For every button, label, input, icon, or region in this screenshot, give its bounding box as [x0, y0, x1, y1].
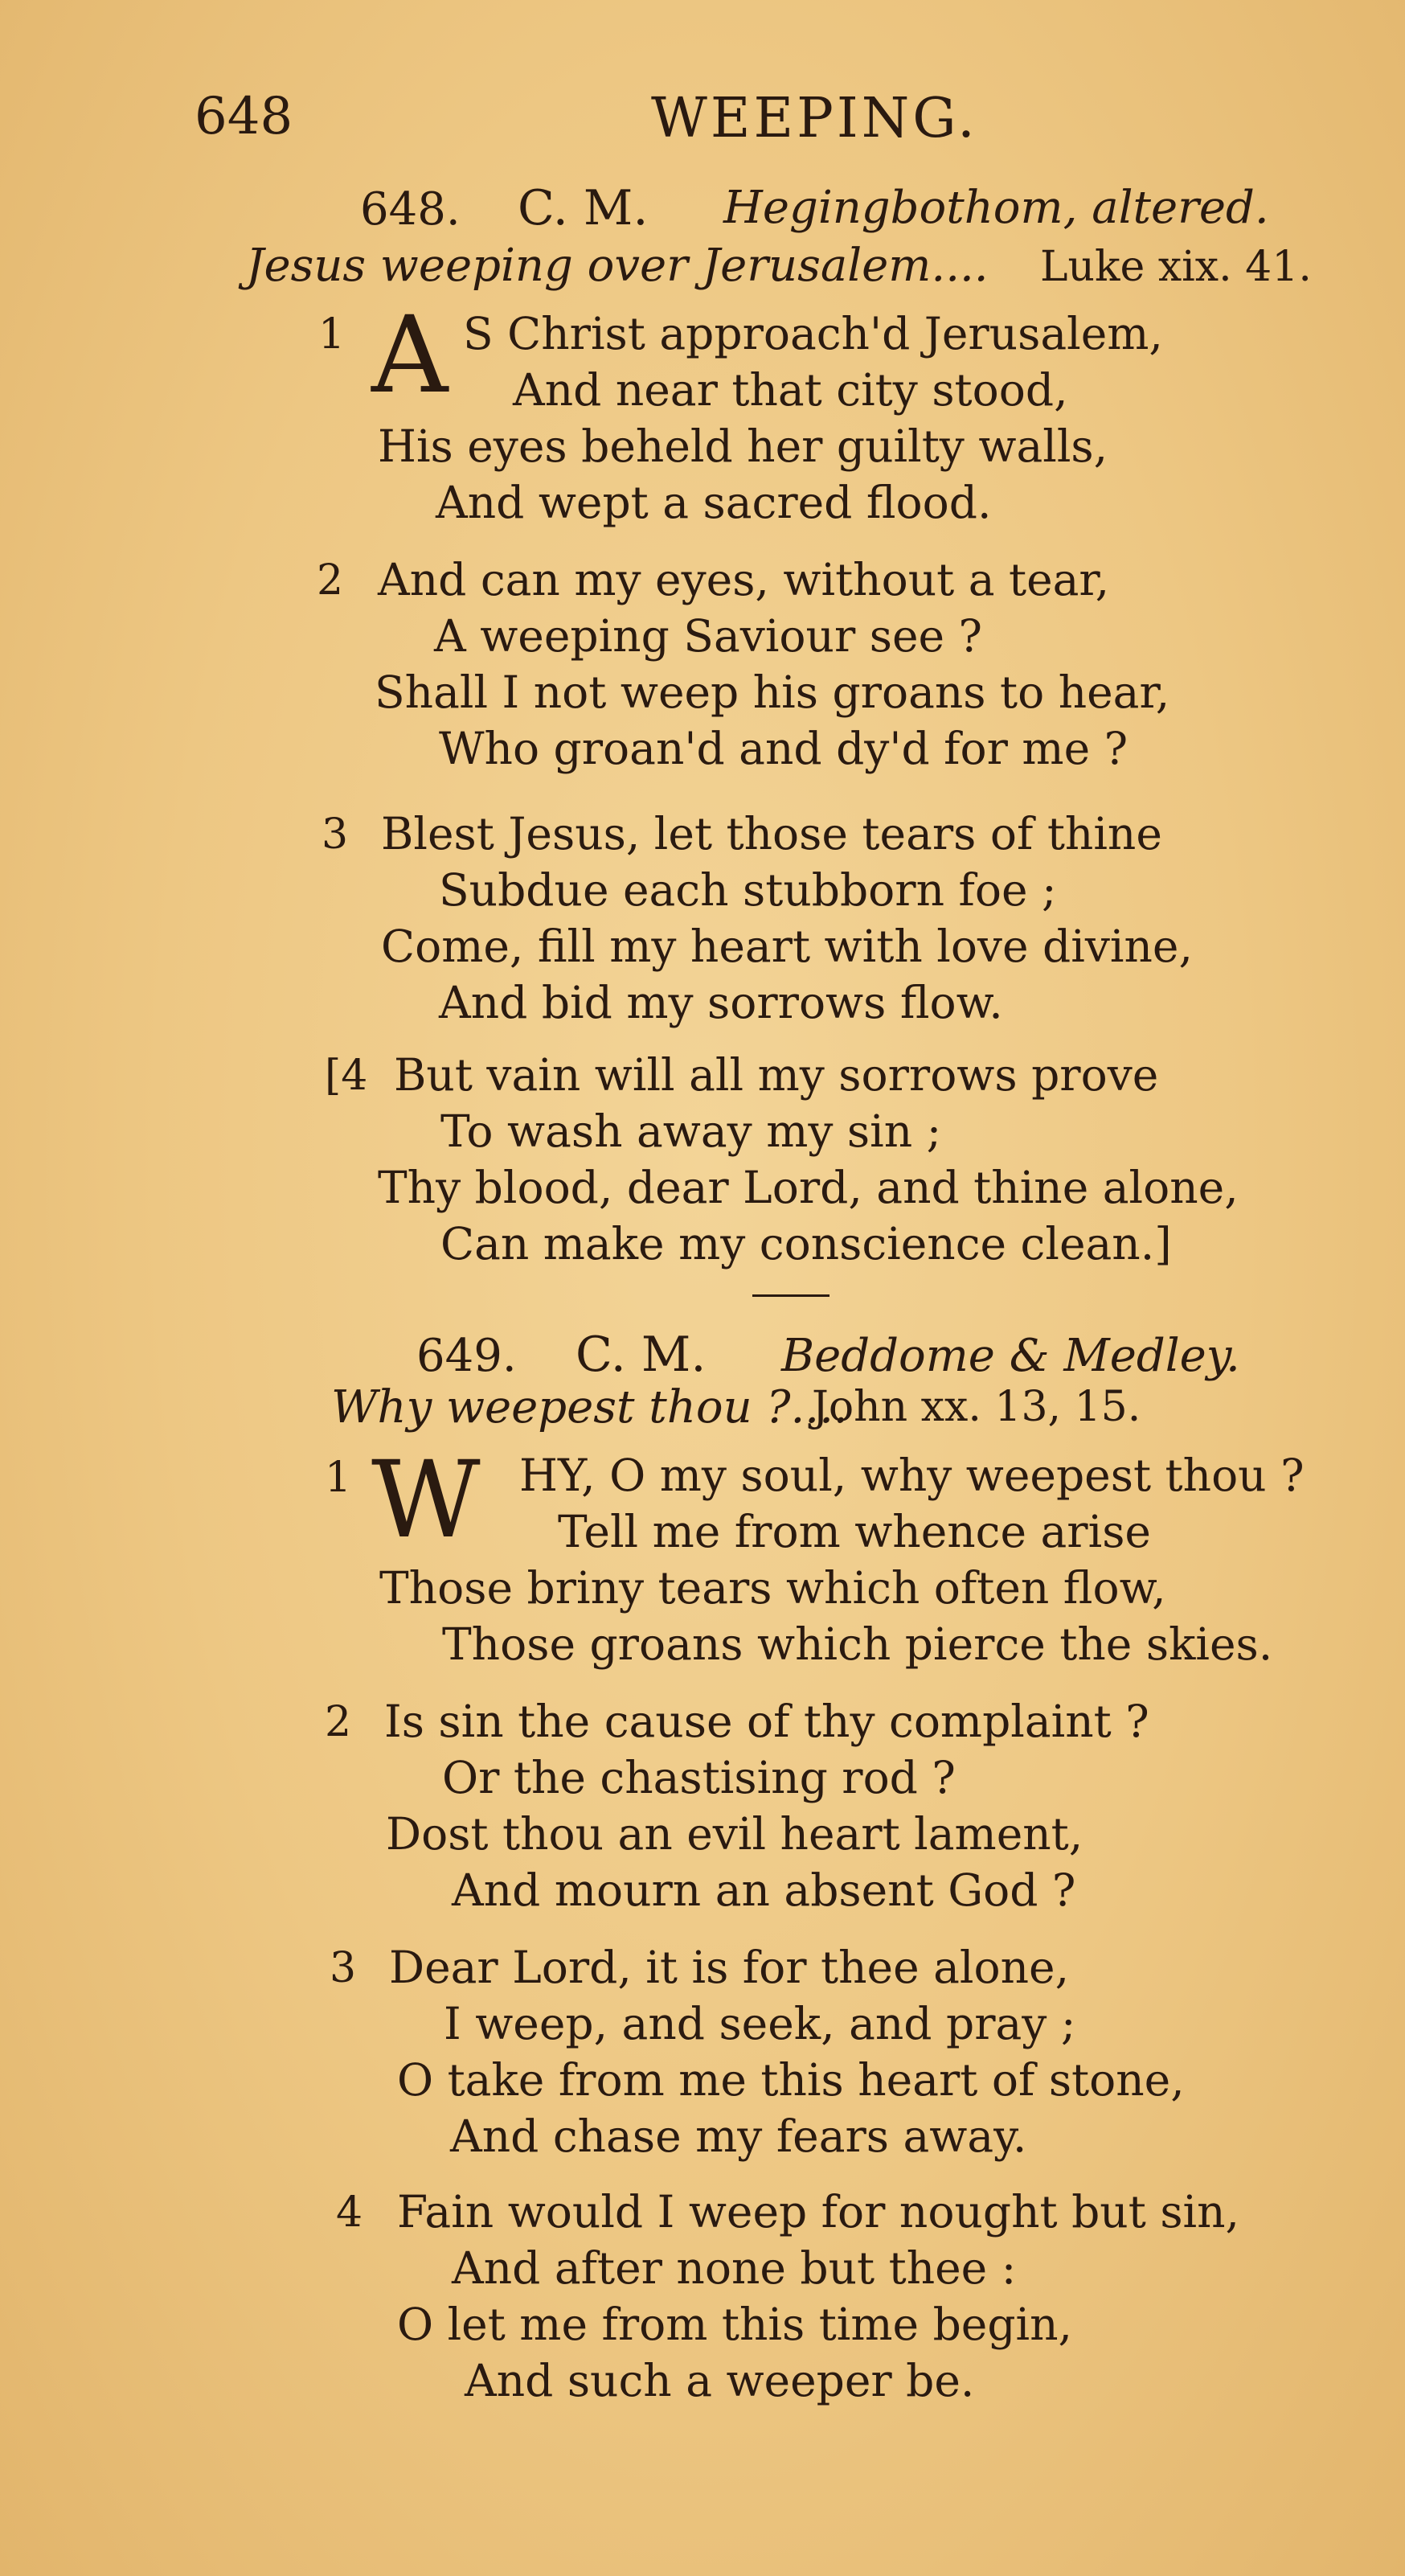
verse-line: And after none but thee :: [452, 2242, 1017, 2294]
verse-number: 2: [325, 1698, 352, 1746]
verse-line: Thy blood, dear Lord, and thine alone,: [378, 1162, 1239, 1213]
hymn-author: Hegingbothom, altered.: [723, 182, 1269, 234]
verse-line: And wept a sacred flood.: [436, 477, 992, 528]
verse-line: Who groan'd and dy'd for me ?: [439, 723, 1129, 774]
verse-line: And mourn an absent God ?: [452, 1864, 1076, 1916]
drop-cap: W: [371, 1438, 481, 1562]
drop-cap: A: [371, 293, 449, 417]
verse-line: And can my eyes, without a tear,: [378, 554, 1110, 605]
verse-line: O let me from this time begin,: [397, 2299, 1073, 2350]
verse-number: [4: [325, 1052, 368, 1100]
verse-line: O take from me this heart of stone,: [397, 2054, 1185, 2106]
verse-line: Or the chastising rod ?: [442, 1752, 956, 1803]
verse-line: I weep, and seek, and pray ;: [444, 1998, 1076, 2049]
verse-line: And chase my fears away.: [450, 2110, 1027, 2162]
hymn-meter: C. M.: [518, 180, 649, 236]
section-title: WEEPING.: [651, 87, 978, 150]
hymn-meter: C. M.: [576, 1327, 707, 1383]
verse-number: 2: [317, 556, 344, 605]
verse-line: And near that city stood,: [513, 364, 1068, 416]
verse-number: 3: [330, 1944, 357, 1992]
verse-number: 1: [325, 1454, 352, 1502]
verse-line: Shall I not weep his groans to hear,: [375, 667, 1170, 718]
verse-line: Blest Jesus, let those tears of thine: [381, 808, 1162, 859]
hymn-subject: Why weepest thou ?....: [331, 1381, 848, 1434]
verse-line: A weeping Saviour see ?: [434, 610, 983, 662]
page-number: 648: [195, 87, 293, 146]
verse-line: His eyes beheld her guilty walls,: [378, 420, 1108, 472]
verse-line: Come, fill my heart with love divine,: [381, 921, 1193, 972]
hymn-author: Beddome & Medley.: [781, 1330, 1240, 1382]
hymn-number: 649.: [416, 1330, 517, 1382]
verse-number: 4: [336, 2188, 363, 2237]
running-head: [0, 87, 1405, 159]
verse-line: Tell me from whence arise: [558, 1506, 1151, 1557]
verse-line: Subdue each stubborn foe ;: [439, 864, 1057, 916]
verse-number: 3: [322, 810, 349, 859]
section-divider: [752, 1294, 829, 1297]
verse-line: Can make my conscience clean.]: [440, 1218, 1172, 1270]
verse-line: To wash away my sin ;: [440, 1105, 942, 1157]
hymn-number: 648.: [360, 183, 461, 236]
verse-line: Those briny tears which often flow,: [379, 1562, 1166, 1614]
verse-number: 1: [318, 310, 346, 359]
hymn-subject: Jesus weeping over Jerusalem....: [246, 240, 989, 292]
verse-line: But vain will all my sorrows prove: [394, 1049, 1159, 1101]
verse-line: Dost thou an evil heart lament,: [386, 1808, 1083, 1860]
verse-line: HY, O my soul, why weepest thou ?: [519, 1450, 1305, 1501]
verse-line: And bid my sorrows flow.: [439, 977, 1003, 1028]
hymn-scripture: Luke xix. 41.: [1040, 243, 1312, 291]
verse-line: Dear Lord, it is for thee alone,: [389, 1942, 1070, 1993]
verse-line: S Christ approach'd Jerusalem,: [463, 308, 1163, 359]
verse-line: Fain would I weep for nought but sin,: [397, 2186, 1240, 2238]
verse-line: Is sin the cause of thy complaint ?: [384, 1696, 1149, 1747]
verse-line: Those groans which pierce the skies.: [442, 1618, 1273, 1670]
hymn-scripture: John xx. 13, 15.: [812, 1383, 1141, 1431]
verse-line: And such a weeper be.: [465, 2355, 975, 2406]
